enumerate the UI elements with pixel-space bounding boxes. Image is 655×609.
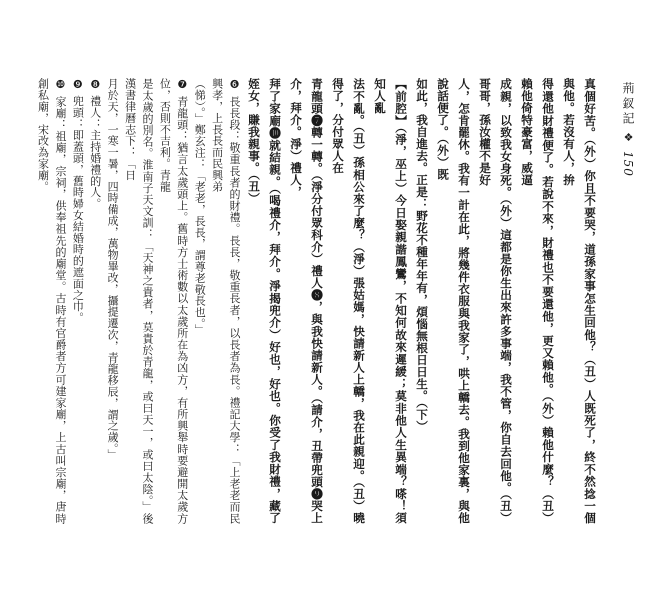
book-title: 荊釵記 (621, 82, 635, 127)
footnote-line: ❻ 長長段：敬重長者的財禮。長長，敬重長者，以長者為長。禮記大學：「上老老而民興孝，上長長而民興弟 (210, 78, 241, 524)
text-line: 人，怎肯罷休。我有一計在此，將幾件衣服與我家了，哄上轎去。我到他家裏，與他說話便了。（外）既 (436, 78, 471, 524)
text-line: 成親，以致我女身死。（外）這都是你生出來許多事端，我不管，你自去回他。（丑）哥哥，孫汝權不是好 (478, 78, 513, 524)
diamond-icon: ❖ (622, 131, 635, 147)
footnote-line: ❼ 青龍頭：猶言太歲頭上。舊時方士術數以太歲所在為凶方，有所興舉時要避開太歲方位，否則不吉利。青龍 (158, 78, 189, 524)
footnote-line: 是太歲的別名。淮南子天文訓：「天神之貴者，莫貴於青龍，或曰天一，或曰太陰。」後漢書律曆志下：「日 (123, 78, 154, 524)
page-number: 150 (621, 151, 635, 177)
text-line: 【前腔】（淨，巫上）今日娶親諧鳳鸞，不知何故來遲緩；莫非他人生異端？嗏！須知人亂 (373, 78, 408, 524)
footnote-line: 月於天，一寒一暑，四時備成，萬物畢改，攝提遷次，青龍移辰，謂之歲。」 (106, 78, 120, 461)
footnote-line: ❿ 家廟：祖廟，宗祠，供奉祖先的廟堂。古時有官爵者方可建家廟，上古叫宗廟，唐時創私廟，宋改為家廟。 (36, 78, 67, 524)
text-line: 拜了家廟❿就結親。（喝禮介，拜介。淨揭兜介）好也，好也。你受了我財禮，藏了姪女，賺我親事。（丑） (247, 78, 282, 524)
text-line: 青龍頭❼轉一轉。（淨分付眾科介）禮人❽，與我快請新人。（請介，丑帶兜頭❾哭上介，拜介。淨）禮人， (289, 78, 324, 524)
text-line: 得還他財禮便了。若說不來，財禮也不要還他，更又賴他。（外）賴他什麼？（丑）賴他倚特豪富，威逼 (520, 78, 555, 524)
text-line: 法不亂。（丑）孫相公來了麼？（淨）張姑媽，快請新人上轎，我在此親迎。（丑）曉得了，分付眾人在 (331, 78, 366, 524)
footnote-line: ❽ 禮人：主持婚禮的人。 (88, 78, 102, 210)
footnote-line: （悌）。」鄭玄注：「老老，長長，謂尊老敬長也。」 (193, 78, 207, 336)
vertical-text-body (36, 78, 600, 524)
text-line: 如此，我自進去。正是：野花不種年年有，煩惱無根日日生。（下） (415, 78, 429, 433)
running-header (613, 82, 637, 177)
text-line: 真個好苦。（外）你且不要哭，道孫家事怎生回他？（丑）人既死了，終不然捻一個與他。若沒有人，拚 (562, 78, 597, 524)
footnote-line: ❾ 兜頭：即蓋頭，舊時婦女結婚時的遮面之巾。 (71, 78, 85, 324)
